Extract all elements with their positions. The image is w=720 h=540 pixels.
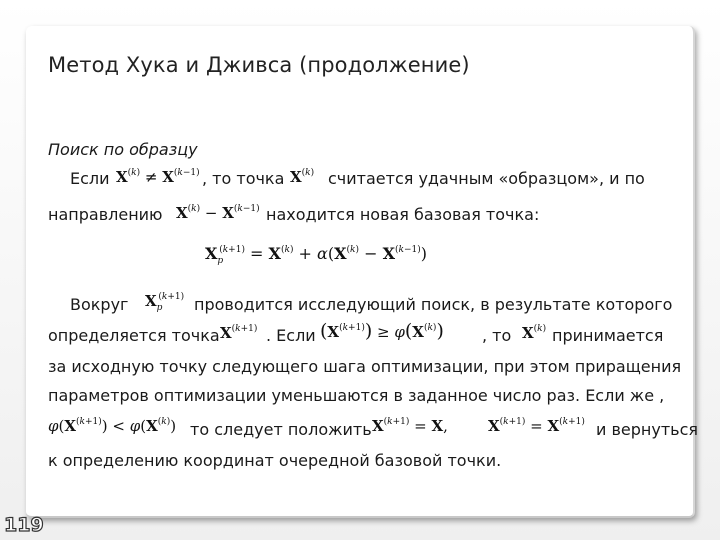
- text-then: , то: [482, 326, 512, 345]
- formula-pattern-step: $X_p^{(k+1)} = X^{(k)} + \alpha(X^{(k)} - X^{(k-1)})$: [205, 244, 428, 266]
- formula-x-neq-x: $X^{(k)} \ne X^{(k-1)}$: [116, 168, 200, 186]
- formula-phi-less: $\varphi(X^{(k+1)}) < \varphi(X^{(k)})$: [48, 417, 177, 435]
- formula-xp-k1: $X_p^{(k+1)}$: [145, 292, 185, 313]
- text-and-return: и вернуться: [596, 420, 699, 439]
- formula-x-diff: $X^{(k)} - X^{(k-1)}$: [176, 204, 260, 222]
- text-new-base-point: находится новая базовая точка:: [266, 205, 540, 224]
- slide-title: Метод Хука и Дживса (продолжение): [48, 53, 470, 77]
- slide-card: [26, 26, 695, 518]
- text-initial-point: за исходную точку следующего шага оптимизации, при этом приращения: [48, 357, 682, 376]
- text-parameters: параметров оптимизации уменьшаются в заданное число раз. Если же ,: [48, 386, 665, 405]
- text-exploratory-search: проводится исследующий поиск, в результате которого: [194, 295, 673, 314]
- text-around: Вокруг: [70, 295, 129, 314]
- text-direction: направлению: [48, 205, 163, 224]
- text-coordinates: к определению координат очередной базовой точки.: [48, 451, 502, 470]
- text-accepted: принимается: [552, 326, 664, 345]
- text-should-set: то следует положить: [190, 420, 372, 439]
- text-point-determined: определяется точка: [48, 326, 220, 345]
- formula-x-k-small: $X^{(k)}$: [522, 324, 547, 342]
- text-if-2: . Если: [266, 326, 316, 345]
- page-number: 119: [4, 514, 44, 536]
- text-if: Если: [70, 169, 110, 188]
- text-considered-pattern: считается удачным «образцом», и по: [328, 169, 645, 188]
- formula-x-k: $X^{(k)}$: [290, 168, 315, 186]
- formula-assign-2: $X^{(k+1)} = X^{(k+1)}$: [488, 417, 585, 435]
- formula-phi-compare: $(X^{(k+1)}) \ge \varphi(X^{(k)})$: [320, 320, 444, 342]
- formula-x-k1: $X^{(k+1)}$: [220, 324, 258, 342]
- text-then-point: , то точка: [202, 169, 285, 188]
- section-subtitle: Поиск по образцу: [48, 140, 198, 159]
- formula-assign-1: $X^{(k+1)} = X$,: [372, 417, 448, 435]
